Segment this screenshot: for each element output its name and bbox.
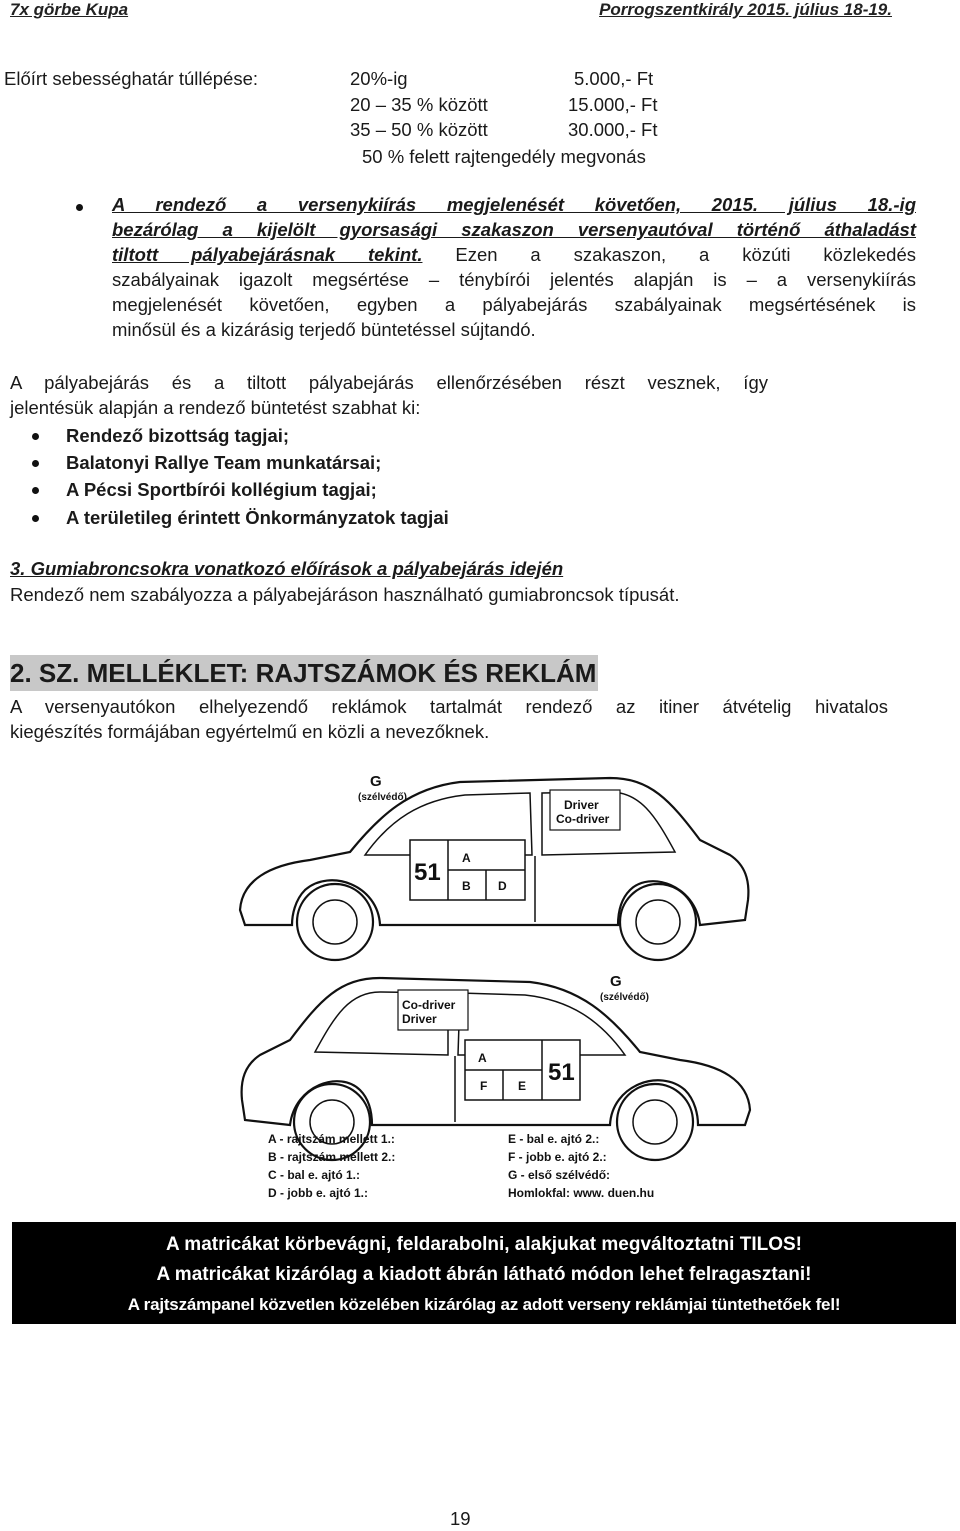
inspection-item: Rendező bizottság tagjai; (66, 425, 290, 446)
driver-label: Driver (402, 1012, 437, 1026)
bullet1-line1: A rendező a versenykiírás megjelenését követően, 2015. július 18.-ig (112, 194, 916, 215)
inspection-item: Balatonyi Rallye Team munkatársai; (66, 452, 382, 473)
bullet1-line5: megjelenését követően, egyben a pályabejárás szabályainak megsértésének is (112, 294, 916, 315)
warning-line: A rajtszámpanel közvetlen közelében kizárólag az adott verseny reklámjai tüntethetőek fel! (127, 1295, 841, 1314)
inspection-line1: A pályabejárás és a tiltott pályabejárás ellenőrzésében részt vesznek, így (10, 372, 768, 393)
inspection-paragraph (10, 370, 768, 420)
annex-line1: A versenyautókon elhelyezendő reklámok tartalmát rendező az itiner átvételig hivatalos (10, 696, 888, 717)
cell-a: A (478, 1051, 487, 1065)
speeding-fine-2: 15.000,- Ft (568, 94, 658, 115)
speeding-over: 50 % felett rajtengedély megvonás (362, 146, 646, 167)
driver-label: Driver (564, 798, 599, 812)
warning-line: A matricákat körbevágni, feldarabolni, alakjukat megváltoztatni TILOS! (166, 1234, 802, 1255)
cell-b: B (462, 879, 471, 893)
cell-a: A (462, 851, 471, 865)
bullet1-line6: minősül és a kizárásig terjedő büntetéssel sújtandó. (112, 319, 536, 340)
header-right: Porrogszentkirály 2015. július 18-19. (599, 0, 892, 19)
bullet1-line2: bezárólag a kijelölt gyorsasági szakaszon versenyautóval történő áthaladást (112, 219, 916, 240)
tyres-text: Rendező nem szabályozza a pályabejáráson használható gumiabroncsok típusát. (10, 584, 680, 605)
start-number: 51 (414, 859, 441, 886)
bullet-dot (76, 204, 83, 211)
cell-f: F (480, 1079, 488, 1093)
bullet1-paragraph (112, 192, 916, 342)
bullet-dot (32, 487, 39, 494)
legend-item: D - jobb e. ajtó 1.: (268, 1186, 369, 1200)
bullet1-line3-underlined: tiltott pályabejárásnak tekint. (112, 244, 423, 265)
annex-line2: kiegészítés formájában egyértelmű en közli a nevezőknek. (10, 721, 490, 742)
header-left: 7x görbe Kupa (10, 0, 129, 19)
bullet-dot (32, 460, 39, 467)
legend-item: G - első szélvédő: (508, 1168, 611, 1182)
speeding-fine-3: 30.000,- Ft (568, 119, 658, 140)
cell-d: D (498, 879, 507, 893)
bullet-dot (32, 433, 39, 440)
annex-title: 2. SZ. MELLÉKLET: RAJTSZÁMOK ÉS REKLÁM (10, 655, 598, 691)
warning-line: A matricákat kizárólag a kiadott ábrán látható módon lehet felragasztani! (156, 1264, 812, 1285)
windshield-label: G (370, 773, 382, 790)
car-side-view-1 (240, 778, 748, 960)
bullet1-line3 (112, 242, 916, 267)
start-number: 51 (548, 1059, 575, 1086)
bullet-dot (32, 515, 39, 522)
legend-item: A - rajtszám mellett 1.: (268, 1132, 395, 1146)
inspection-item: A Pécsi Sportbírói kollégium tagjai; (66, 479, 377, 500)
speeding-label: Előírt sebességhatár túllépése: (4, 68, 259, 89)
windshield-sub: (szélvédő) (600, 992, 649, 1003)
windshield-label: G (610, 973, 622, 990)
legend-item: F - jobb e. ajtó 2.: (508, 1150, 607, 1164)
speeding-fine-1: 5.000,- Ft (574, 68, 654, 89)
annex-paragraph (10, 694, 888, 744)
legend-item: C - bal e. ajtó 1.: (268, 1168, 361, 1182)
windshield-sub: (szélvédő) (358, 792, 407, 803)
codriver-label: Co-driver (402, 998, 456, 1012)
inspection-item: A területileg érintett Önkormányzatok tagjai (66, 507, 449, 528)
bullet1-line3-rest: Ezen a szakaszon, a közúti közlekedés (422, 244, 916, 265)
car-sticker-diagram (230, 760, 760, 1220)
speeding-range-1: 20%-ig (350, 68, 408, 89)
tyres-heading: 3. Gumiabroncsokra vonatkozó előírások a pályabejárás idején (10, 558, 564, 579)
speeding-range-2: 20 – 35 % között (350, 94, 488, 115)
speeding-range-3: 35 – 50 % között (350, 119, 488, 140)
cell-e: E (518, 1079, 527, 1093)
legend-item: B - rajtszám mellett 2.: (268, 1150, 396, 1164)
inspection-line2: jelentésük alapján a rendező büntetést szabhat ki: (10, 397, 421, 418)
legend-item: Homlokfal: www. duen.hu (508, 1186, 655, 1200)
warning-banner (12, 1222, 956, 1324)
bullet1-line4: szabályainak igazolt megsértése – ténybírói jelentés alapján is – a versenykiírás (112, 269, 916, 290)
page-number: 19 (450, 1508, 471, 1529)
codriver-label: Co-driver (556, 812, 610, 826)
legend-item: E - bal e. ajtó 2.: (508, 1132, 600, 1146)
